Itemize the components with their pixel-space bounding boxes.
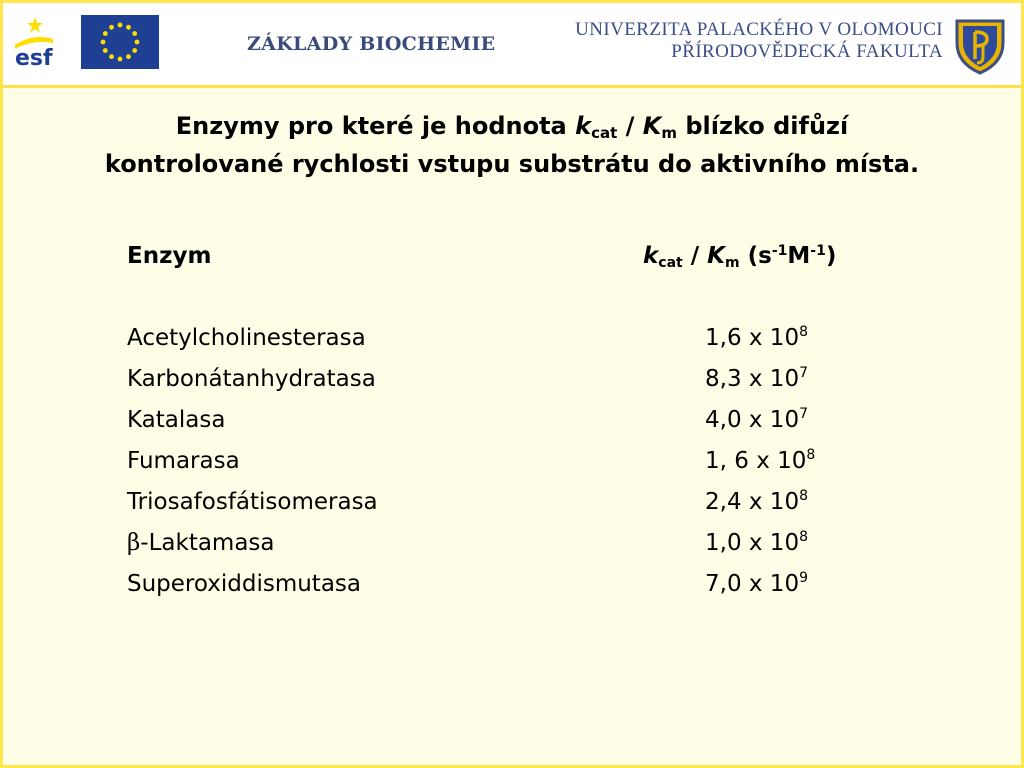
enzyme-name: β-Laktamasa <box>127 530 275 556</box>
rate-value: 8,3 x $10^7$ <box>705 365 808 392</box>
header-bar <box>3 3 1021 88</box>
enzyme-name: Triosafosfátisomerasa <box>127 489 378 515</box>
enzyme-name: Karbonátanhydratasa <box>127 366 376 392</box>
column-header-enzyme: Enzym <box>127 243 212 269</box>
rate-value: 1,0 x $10^8$ <box>705 529 808 556</box>
university-line-2: PŘÍRODOVĚDECKÁ FAKULTA <box>671 41 943 62</box>
university-crest-icon <box>953 17 1007 75</box>
column-header-rate: $k_{cat} / K_m$ $(s^{-1}M^{-1})$ <box>643 243 837 271</box>
enzyme-name: Superoxiddismutasa <box>127 571 361 597</box>
heading-line-2: kontrolované rychlosti vstupu substrátu do aktivního místa. <box>104 150 920 178</box>
rate-value: 7,0 x $10^9$ <box>705 570 808 597</box>
table-row <box>127 325 887 366</box>
table-row <box>127 407 887 448</box>
rate-value: 1, 6 x $10^8$ <box>705 447 816 474</box>
slide-heading <box>3 107 1021 183</box>
enzyme-name: Katalasa <box>127 407 226 433</box>
course-title: ZÁKLADY BIOCHEMIE <box>247 33 496 55</box>
university-line-1: UNIVERZITA PALACKÉHO V OLOMOUCI <box>575 19 943 40</box>
table-row <box>127 489 887 530</box>
table-row <box>127 530 887 571</box>
table-row <box>127 448 887 489</box>
enzyme-name: Acetylcholinesterasa <box>127 325 366 351</box>
rate-value: 1,6 x $10^8$ <box>705 324 808 351</box>
heading-line-1: Enzymy pro které je hodnota $k_{cat} / K_m$ blízko difůzí <box>175 112 849 142</box>
svg-text:esf: esf <box>15 46 53 67</box>
rate-value: 4,0 x $10^7$ <box>705 406 808 433</box>
beta-symbol: β <box>127 530 141 556</box>
rate-value: 2,4 x $10^8$ <box>705 488 808 515</box>
table-row <box>127 571 887 612</box>
enzyme-name: Fumarasa <box>127 448 240 474</box>
eu-flag-icon <box>81 15 159 69</box>
table-row <box>127 366 887 407</box>
enzyme-table <box>127 325 887 612</box>
esf-logo-icon <box>13 15 75 67</box>
university-name <box>575 19 943 63</box>
